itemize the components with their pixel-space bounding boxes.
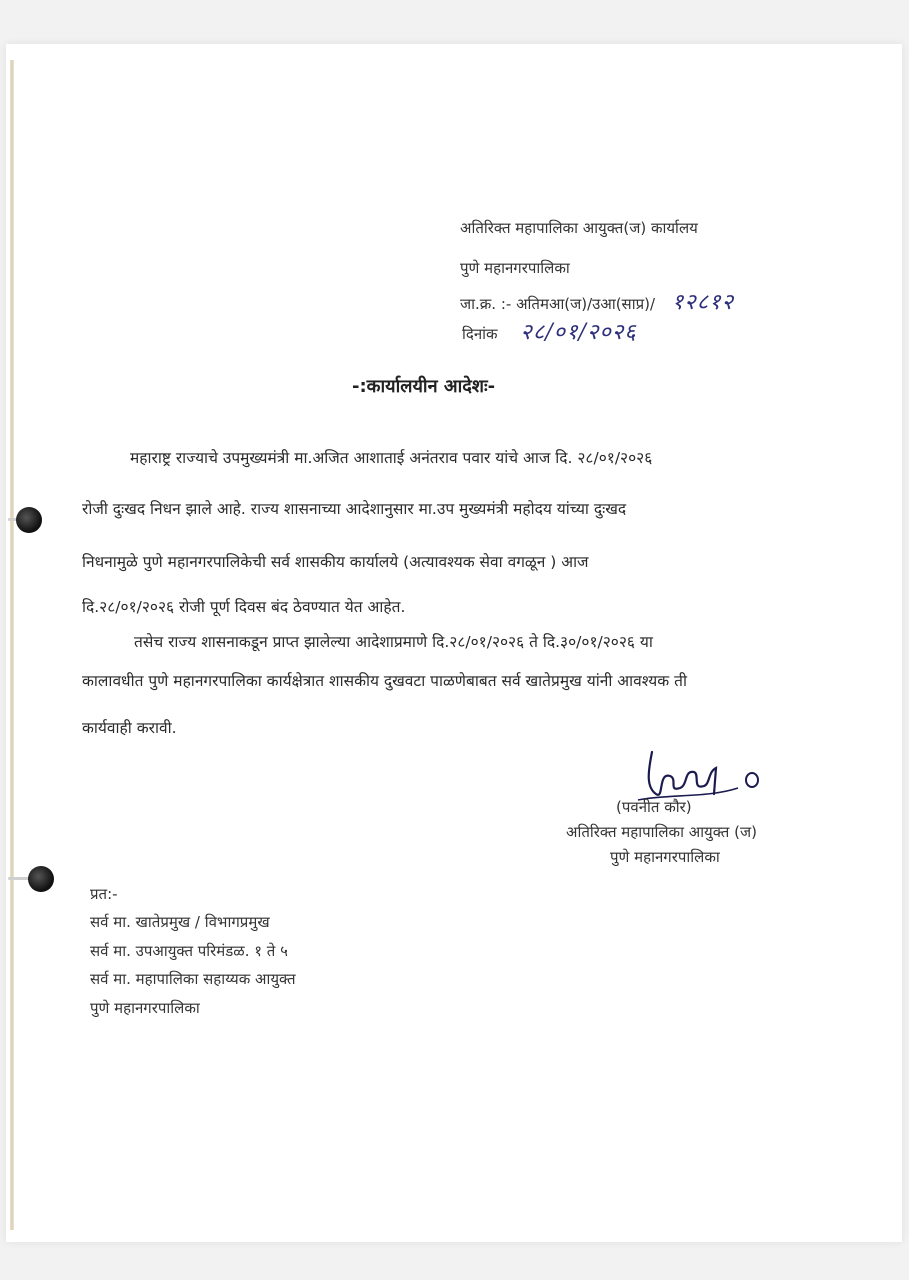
paragraph-2-line: कार्यवाही करावी.	[82, 719, 177, 737]
copy-to-item: पुणे महानगरपालिका	[90, 999, 200, 1017]
copy-to-item: सर्व मा. खातेप्रमुख / विभागप्रमुख	[90, 913, 270, 931]
reference-number	[460, 286, 734, 316]
copy-to-item: सर्व मा. महापालिका सहाय्यक आयुक्त	[90, 970, 296, 988]
order-title: -:कार्यालयीन आदेशः-	[352, 376, 496, 397]
office-name: अतिरिक्त महापालिका आयुक्त(ज) कार्यालय	[460, 219, 698, 237]
paragraph-2-line: तसेच राज्य शासनाकडून प्राप्त झालेल्या आदेशाप्रमाणे दि.२८/०१/२०२६ ते दि.३०/०१/२०२६ या	[134, 633, 653, 651]
paragraph-1-line: रोजी दुःखद निधन झाले आहे. राज्य शासनाच्या आदेशानुसार मा.उप मुख्यमंत्री महोदय यांच्या दुःखद	[82, 500, 627, 518]
copy-to-item: सर्व मा. उपआयुक्त परिमंडळ. १ ते ५	[90, 942, 288, 960]
reference-prefix: जा.क्र. :- अतिमआ(ज)/उआ(साप्र)/	[460, 295, 656, 313]
punch-hole	[16, 507, 42, 533]
binding-edge	[10, 60, 14, 1230]
copy-to-label: प्रत:-	[90, 885, 118, 903]
paragraph-1-line: दि.२८/०१/२०२६ रोजी पूर्ण दिवस बंद ठेवण्यात येत आहेत.	[82, 598, 406, 616]
paragraph-2-line: कालावधीत पुणे महानगरपालिका कार्यक्षेत्रात शासकीय दुखवटा पाळणेबाबत सर्व खातेप्रमुख यांनी आवश्यक ती	[82, 672, 687, 690]
paragraph-1-line: महाराष्ट्र राज्याचे उपमुख्यमंत्री मा.अजित आशाताई अनंतराव पवार यांचे आज दि. २८/०१/२०२६	[130, 449, 653, 467]
date-line	[462, 316, 637, 346]
paragraph-1-line: निधनामुळे पुणे महानगरपालिकेची सर्व शासकीय कार्यालये (अत्यावश्यक सेवा वगळून ) आज	[82, 553, 589, 571]
date-handwritten: २८/०१/२०२६	[520, 320, 637, 345]
signatory-name: (पवनीत कौर)	[616, 798, 692, 816]
punch-hole	[28, 866, 54, 892]
date-label: दिनांक	[462, 325, 498, 343]
signatory-designation: अतिरिक्त महापालिका आयुक्त (ज)	[566, 823, 757, 841]
corporation-name: पुणे महानगरपालिका	[460, 259, 570, 277]
signatory-corporation: पुणे महानगरपालिका	[610, 848, 720, 866]
reference-handwritten: १२८१२	[671, 290, 735, 315]
